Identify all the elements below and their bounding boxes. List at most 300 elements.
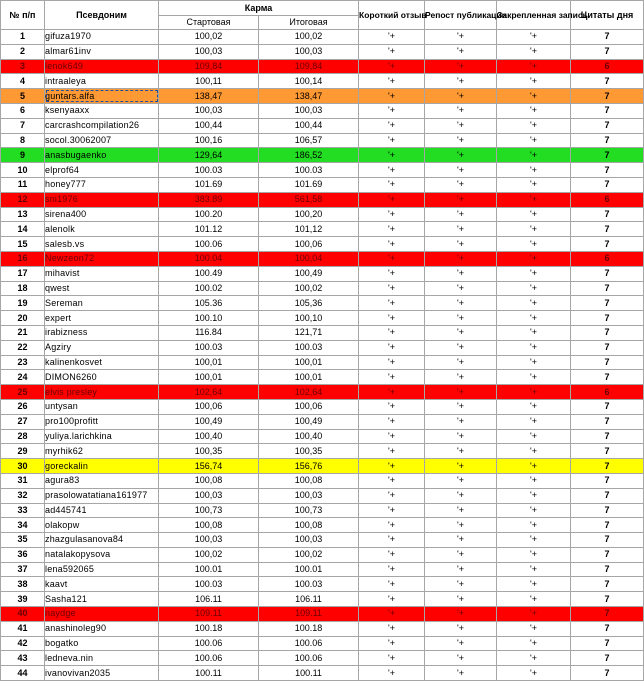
cell-karma-start[interactable]: 100.20: [159, 207, 259, 222]
cell-quotes[interactable]: 7: [571, 607, 644, 622]
header-karma-start[interactable]: Стартовая: [159, 16, 259, 30]
cell-karma-final[interactable]: 100,03: [259, 44, 359, 59]
cell-karma-start[interactable]: 100,01: [159, 370, 259, 385]
cell-karma-final[interactable]: 100,14: [259, 74, 359, 89]
cell-short-review[interactable]: '+: [359, 444, 425, 459]
cell-quotes[interactable]: 7: [571, 399, 644, 414]
cell-short-review[interactable]: '+: [359, 488, 425, 503]
cell-karma-start[interactable]: 100.06: [159, 651, 259, 666]
cell-pinned[interactable]: '+: [497, 222, 571, 237]
cell-repost[interactable]: '+: [425, 592, 497, 607]
cell-pinned[interactable]: '+: [497, 59, 571, 74]
cell-short-review[interactable]: '+: [359, 414, 425, 429]
cell-nick[interactable]: DIMON6260: [45, 370, 159, 385]
cell-repost[interactable]: '+: [425, 325, 497, 340]
header-repost[interactable]: Репост публикации: [425, 1, 497, 30]
cell-karma-final[interactable]: 100,02: [259, 547, 359, 562]
cell-repost[interactable]: '+: [425, 30, 497, 45]
cell-karma-final[interactable]: 100,08: [259, 518, 359, 533]
cell-karma-start[interactable]: 100.03: [159, 163, 259, 178]
cell-quotes[interactable]: 7: [571, 621, 644, 636]
cell-karma-start[interactable]: 383.89: [159, 192, 259, 207]
cell-num[interactable]: 30: [1, 459, 45, 474]
cell-num[interactable]: 24: [1, 370, 45, 385]
cell-short-review[interactable]: '+: [359, 533, 425, 548]
cell-karma-final[interactable]: 100,10: [259, 311, 359, 326]
cell-num[interactable]: 37: [1, 562, 45, 577]
cell-pinned[interactable]: '+: [497, 163, 571, 178]
cell-karma-final[interactable]: 109,84: [259, 59, 359, 74]
cell-quotes[interactable]: 7: [571, 222, 644, 237]
cell-karma-start[interactable]: 101.69: [159, 177, 259, 192]
cell-short-review[interactable]: '+: [359, 459, 425, 474]
cell-short-review[interactable]: '+: [359, 103, 425, 118]
cell-nick[interactable]: expert: [45, 311, 159, 326]
cell-repost[interactable]: '+: [425, 562, 497, 577]
cell-repost[interactable]: '+: [425, 177, 497, 192]
cell-karma-final[interactable]: 100.03: [259, 577, 359, 592]
cell-karma-final[interactable]: 100,06: [259, 237, 359, 252]
cell-num[interactable]: 17: [1, 266, 45, 281]
cell-karma-start[interactable]: 100.11: [159, 666, 259, 681]
cell-short-review[interactable]: '+: [359, 325, 425, 340]
cell-quotes[interactable]: 7: [571, 44, 644, 59]
cell-karma-final[interactable]: 100,02: [259, 30, 359, 45]
cell-karma-start[interactable]: 100,02: [159, 30, 259, 45]
cell-pinned[interactable]: '+: [497, 89, 571, 104]
cell-nick[interactable]: guntars.alfa: [45, 89, 159, 104]
cell-pinned[interactable]: '+: [497, 503, 571, 518]
cell-quotes[interactable]: 7: [571, 577, 644, 592]
cell-pinned[interactable]: '+: [497, 533, 571, 548]
cell-pinned[interactable]: '+: [497, 429, 571, 444]
cell-karma-start[interactable]: 102,64: [159, 385, 259, 400]
cell-quotes[interactable]: 7: [571, 592, 644, 607]
cell-num[interactable]: 27: [1, 414, 45, 429]
cell-nick[interactable]: intraaleya: [45, 74, 159, 89]
cell-quotes[interactable]: 6: [571, 251, 644, 266]
cell-num[interactable]: 31: [1, 473, 45, 488]
cell-karma-final[interactable]: 100,40: [259, 429, 359, 444]
cell-short-review[interactable]: '+: [359, 503, 425, 518]
cell-repost[interactable]: '+: [425, 355, 497, 370]
cell-quotes[interactable]: 7: [571, 281, 644, 296]
cell-nick[interactable]: irabizness: [45, 325, 159, 340]
cell-short-review[interactable]: '+: [359, 59, 425, 74]
cell-pinned[interactable]: '+: [497, 621, 571, 636]
cell-num[interactable]: 20: [1, 311, 45, 326]
cell-karma-start[interactable]: 100.04: [159, 251, 259, 266]
cell-quotes[interactable]: 7: [571, 207, 644, 222]
cell-karma-final[interactable]: 100,03: [259, 533, 359, 548]
cell-num[interactable]: 10: [1, 163, 45, 178]
cell-nick[interactable]: gifuza1970: [45, 30, 159, 45]
cell-short-review[interactable]: '+: [359, 296, 425, 311]
cell-quotes[interactable]: 7: [571, 133, 644, 148]
cell-nick[interactable]: Sereman: [45, 296, 159, 311]
cell-num[interactable]: 44: [1, 666, 45, 681]
cell-short-review[interactable]: '+: [359, 133, 425, 148]
cell-nick[interactable]: anasbugaenko: [45, 148, 159, 163]
cell-quotes[interactable]: 7: [571, 651, 644, 666]
cell-quotes[interactable]: 7: [571, 533, 644, 548]
cell-repost[interactable]: '+: [425, 533, 497, 548]
cell-karma-final[interactable]: 100.06: [259, 651, 359, 666]
cell-num[interactable]: 38: [1, 577, 45, 592]
cell-short-review[interactable]: '+: [359, 177, 425, 192]
cell-karma-start[interactable]: 100.02: [159, 281, 259, 296]
cell-pinned[interactable]: '+: [497, 311, 571, 326]
cell-pinned[interactable]: '+: [497, 488, 571, 503]
cell-karma-final[interactable]: 101.69: [259, 177, 359, 192]
cell-karma-final[interactable]: 100.01: [259, 562, 359, 577]
cell-karma-final[interactable]: 100.18: [259, 621, 359, 636]
cell-nick[interactable]: mihavist: [45, 266, 159, 281]
cell-quotes[interactable]: 7: [571, 414, 644, 429]
cell-pinned[interactable]: '+: [497, 473, 571, 488]
cell-short-review[interactable]: '+: [359, 118, 425, 133]
cell-short-review[interactable]: '+: [359, 636, 425, 651]
cell-nick[interactable]: carcrashcompilation26: [45, 118, 159, 133]
cell-num[interactable]: 36: [1, 547, 45, 562]
cell-quotes[interactable]: 7: [571, 518, 644, 533]
cell-num[interactable]: 22: [1, 340, 45, 355]
cell-repost[interactable]: '+: [425, 607, 497, 622]
cell-karma-final[interactable]: 138,47: [259, 89, 359, 104]
cell-pinned[interactable]: '+: [497, 577, 571, 592]
cell-num[interactable]: 18: [1, 281, 45, 296]
cell-repost[interactable]: '+: [425, 414, 497, 429]
cell-nick[interactable]: ksenyaaxx: [45, 103, 159, 118]
cell-pinned[interactable]: '+: [497, 148, 571, 163]
cell-repost[interactable]: '+: [425, 370, 497, 385]
cell-quotes[interactable]: 7: [571, 503, 644, 518]
cell-pinned[interactable]: '+: [497, 666, 571, 681]
cell-quotes[interactable]: 7: [571, 74, 644, 89]
cell-num[interactable]: 13: [1, 207, 45, 222]
cell-repost[interactable]: '+: [425, 651, 497, 666]
cell-nick[interactable]: goreckalin: [45, 459, 159, 474]
cell-karma-start[interactable]: 100.06: [159, 636, 259, 651]
cell-nick[interactable]: lenok649: [45, 59, 159, 74]
cell-quotes[interactable]: 7: [571, 266, 644, 281]
cell-karma-final[interactable]: 102,64: [259, 385, 359, 400]
cell-karma-start[interactable]: 100,03: [159, 488, 259, 503]
cell-short-review[interactable]: '+: [359, 281, 425, 296]
cell-quotes[interactable]: 6: [571, 192, 644, 207]
cell-karma-start[interactable]: 156,74: [159, 459, 259, 474]
cell-karma-start[interactable]: 109,84: [159, 59, 259, 74]
cell-nick[interactable]: socol.30062007: [45, 133, 159, 148]
cell-karma-start[interactable]: 138,47: [159, 89, 259, 104]
header-num[interactable]: № п/п: [1, 1, 45, 30]
cell-quotes[interactable]: 7: [571, 355, 644, 370]
cell-quotes[interactable]: 7: [571, 473, 644, 488]
cell-quotes[interactable]: 6: [571, 385, 644, 400]
cell-short-review[interactable]: '+: [359, 237, 425, 252]
cell-repost[interactable]: '+: [425, 59, 497, 74]
cell-short-review[interactable]: '+: [359, 577, 425, 592]
cell-pinned[interactable]: '+: [497, 459, 571, 474]
cell-quotes[interactable]: 7: [571, 370, 644, 385]
cell-repost[interactable]: '+: [425, 429, 497, 444]
cell-repost[interactable]: '+: [425, 89, 497, 104]
cell-karma-final[interactable]: 100,44: [259, 118, 359, 133]
cell-nick[interactable]: alenolk: [45, 222, 159, 237]
cell-repost[interactable]: '+: [425, 237, 497, 252]
cell-repost[interactable]: '+: [425, 459, 497, 474]
cell-repost[interactable]: '+: [425, 207, 497, 222]
cell-short-review[interactable]: '+: [359, 74, 425, 89]
cell-karma-start[interactable]: 100,03: [159, 44, 259, 59]
cell-quotes[interactable]: 7: [571, 89, 644, 104]
cell-num[interactable]: 3: [1, 59, 45, 74]
cell-repost[interactable]: '+: [425, 251, 497, 266]
cell-karma-final[interactable]: 100,03: [259, 103, 359, 118]
cell-karma-start[interactable]: 100.03: [159, 577, 259, 592]
cell-quotes[interactable]: 7: [571, 429, 644, 444]
cell-short-review[interactable]: '+: [359, 355, 425, 370]
cell-num[interactable]: 9: [1, 148, 45, 163]
cell-nick[interactable]: bogatko: [45, 636, 159, 651]
cell-karma-final[interactable]: 156,76: [259, 459, 359, 474]
cell-pinned[interactable]: '+: [497, 385, 571, 400]
cell-num[interactable]: 39: [1, 592, 45, 607]
cell-pinned[interactable]: '+: [497, 592, 571, 607]
cell-nick[interactable]: pro100profitt: [45, 414, 159, 429]
header-karma[interactable]: Карма: [159, 1, 359, 16]
cell-pinned[interactable]: '+: [497, 607, 571, 622]
cell-num[interactable]: 34: [1, 518, 45, 533]
cell-repost[interactable]: '+: [425, 577, 497, 592]
cell-pinned[interactable]: '+: [497, 414, 571, 429]
cell-karma-start[interactable]: 100.01: [159, 562, 259, 577]
cell-num[interactable]: 25: [1, 385, 45, 400]
cell-karma-start[interactable]: 100,08: [159, 473, 259, 488]
cell-nick[interactable]: honey777: [45, 177, 159, 192]
cell-nick[interactable]: kaavt: [45, 577, 159, 592]
cell-karma-start[interactable]: 100,03: [159, 533, 259, 548]
cell-num[interactable]: 12: [1, 192, 45, 207]
cell-pinned[interactable]: '+: [497, 281, 571, 296]
cell-num[interactable]: 33: [1, 503, 45, 518]
cell-repost[interactable]: '+: [425, 74, 497, 89]
cell-short-review[interactable]: '+: [359, 311, 425, 326]
cell-num[interactable]: 42: [1, 636, 45, 651]
cell-nick[interactable]: ivanovivan2035: [45, 666, 159, 681]
cell-nick[interactable]: sni1976: [45, 192, 159, 207]
cell-pinned[interactable]: '+: [497, 399, 571, 414]
cell-short-review[interactable]: '+: [359, 473, 425, 488]
cell-karma-final[interactable]: 100,04: [259, 251, 359, 266]
cell-quotes[interactable]: 7: [571, 30, 644, 45]
cell-karma-start[interactable]: 100,02: [159, 547, 259, 562]
cell-pinned[interactable]: '+: [497, 103, 571, 118]
cell-karma-final[interactable]: 100.06: [259, 636, 359, 651]
cell-repost[interactable]: '+: [425, 666, 497, 681]
cell-pinned[interactable]: '+: [497, 547, 571, 562]
cell-pinned[interactable]: '+: [497, 518, 571, 533]
cell-pinned[interactable]: '+: [497, 192, 571, 207]
cell-num[interactable]: 5: [1, 89, 45, 104]
cell-pinned[interactable]: '+: [497, 325, 571, 340]
cell-short-review[interactable]: '+: [359, 518, 425, 533]
cell-karma-start[interactable]: 100,16: [159, 133, 259, 148]
cell-karma-start[interactable]: 100.18: [159, 621, 259, 636]
cell-short-review[interactable]: '+: [359, 607, 425, 622]
cell-short-review[interactable]: '+: [359, 547, 425, 562]
cell-pinned[interactable]: '+: [497, 44, 571, 59]
cell-num[interactable]: 40: [1, 607, 45, 622]
cell-repost[interactable]: '+: [425, 148, 497, 163]
cell-short-review[interactable]: '+: [359, 222, 425, 237]
cell-karma-start[interactable]: 100,44: [159, 118, 259, 133]
cell-nick[interactable]: natalakopysova: [45, 547, 159, 562]
cell-karma-final[interactable]: 105,36: [259, 296, 359, 311]
cell-nick[interactable]: yuliya.larichkina: [45, 429, 159, 444]
cell-karma-final[interactable]: 561,58: [259, 192, 359, 207]
cell-quotes[interactable]: 7: [571, 459, 644, 474]
cell-num[interactable]: 16: [1, 251, 45, 266]
cell-pinned[interactable]: '+: [497, 30, 571, 45]
cell-num[interactable]: 1: [1, 30, 45, 45]
cell-num[interactable]: 32: [1, 488, 45, 503]
cell-quotes[interactable]: 7: [571, 325, 644, 340]
cell-num[interactable]: 21: [1, 325, 45, 340]
header-short-review[interactable]: Короткий отзыв: [359, 1, 425, 30]
cell-nick[interactable]: prasolowatatiana161977: [45, 488, 159, 503]
cell-karma-start[interactable]: 109.11: [159, 607, 259, 622]
cell-short-review[interactable]: '+: [359, 148, 425, 163]
cell-quotes[interactable]: 7: [571, 118, 644, 133]
cell-nick[interactable]: kalinenkosvet: [45, 355, 159, 370]
cell-karma-final[interactable]: 100,49: [259, 266, 359, 281]
cell-nick[interactable]: qwest: [45, 281, 159, 296]
cell-quotes[interactable]: 7: [571, 148, 644, 163]
cell-karma-final[interactable]: 100.03: [259, 340, 359, 355]
cell-nick[interactable]: olakopw: [45, 518, 159, 533]
cell-karma-start[interactable]: 100,35: [159, 444, 259, 459]
cell-karma-start[interactable]: 100.10: [159, 311, 259, 326]
cell-karma-final[interactable]: 100,35: [259, 444, 359, 459]
header-karma-final[interactable]: Итоговая: [259, 16, 359, 30]
cell-pinned[interactable]: '+: [497, 296, 571, 311]
cell-repost[interactable]: '+: [425, 621, 497, 636]
cell-karma-final[interactable]: 100,06: [259, 399, 359, 414]
cell-pinned[interactable]: '+: [497, 636, 571, 651]
header-nick[interactable]: Псевдоним: [45, 1, 159, 30]
cell-pinned[interactable]: '+: [497, 118, 571, 133]
cell-repost[interactable]: '+: [425, 266, 497, 281]
cell-pinned[interactable]: '+: [497, 266, 571, 281]
cell-karma-start[interactable]: 100,03: [159, 103, 259, 118]
cell-pinned[interactable]: '+: [497, 207, 571, 222]
cell-karma-final[interactable]: 186,52: [259, 148, 359, 163]
cell-quotes[interactable]: 7: [571, 547, 644, 562]
cell-karma-start[interactable]: 100,08: [159, 518, 259, 533]
cell-karma-start[interactable]: 100,11: [159, 74, 259, 89]
cell-nick[interactable]: naydge: [45, 607, 159, 622]
cell-nick[interactable]: almar61inv: [45, 44, 159, 59]
cell-num[interactable]: 8: [1, 133, 45, 148]
cell-pinned[interactable]: '+: [497, 340, 571, 355]
cell-nick[interactable]: zhazgulasanova84: [45, 533, 159, 548]
cell-num[interactable]: 26: [1, 399, 45, 414]
cell-nick[interactable]: ad445741: [45, 503, 159, 518]
cell-short-review[interactable]: '+: [359, 621, 425, 636]
cell-pinned[interactable]: '+: [497, 133, 571, 148]
cell-num[interactable]: 28: [1, 429, 45, 444]
cell-karma-start[interactable]: 100,73: [159, 503, 259, 518]
cell-pinned[interactable]: '+: [497, 370, 571, 385]
cell-karma-start[interactable]: 101.12: [159, 222, 259, 237]
cell-num[interactable]: 35: [1, 533, 45, 548]
cell-karma-final[interactable]: 100,73: [259, 503, 359, 518]
cell-karma-start[interactable]: 100,06: [159, 399, 259, 414]
cell-karma-start[interactable]: 100,01: [159, 355, 259, 370]
cell-nick[interactable]: agura83: [45, 473, 159, 488]
cell-num[interactable]: 15: [1, 237, 45, 252]
cell-repost[interactable]: '+: [425, 163, 497, 178]
cell-repost[interactable]: '+: [425, 192, 497, 207]
cell-num[interactable]: 29: [1, 444, 45, 459]
cell-karma-final[interactable]: 100,01: [259, 370, 359, 385]
cell-repost[interactable]: '+: [425, 503, 497, 518]
cell-karma-start[interactable]: 116.84: [159, 325, 259, 340]
cell-pinned[interactable]: '+: [497, 651, 571, 666]
cell-karma-start[interactable]: 100.06: [159, 237, 259, 252]
cell-quotes[interactable]: 7: [571, 237, 644, 252]
cell-repost[interactable]: '+: [425, 222, 497, 237]
cell-karma-final[interactable]: 100.11: [259, 666, 359, 681]
cell-short-review[interactable]: '+: [359, 592, 425, 607]
cell-nick[interactable]: untysan: [45, 399, 159, 414]
cell-karma-final[interactable]: 121,71: [259, 325, 359, 340]
cell-quotes[interactable]: 7: [571, 163, 644, 178]
cell-repost[interactable]: '+: [425, 103, 497, 118]
cell-repost[interactable]: '+: [425, 399, 497, 414]
cell-num[interactable]: 14: [1, 222, 45, 237]
cell-quotes[interactable]: 7: [571, 488, 644, 503]
cell-pinned[interactable]: '+: [497, 237, 571, 252]
cell-num[interactable]: 6: [1, 103, 45, 118]
cell-repost[interactable]: '+: [425, 133, 497, 148]
cell-nick[interactable]: lena592065: [45, 562, 159, 577]
cell-karma-final[interactable]: 101,12: [259, 222, 359, 237]
cell-quotes[interactable]: 7: [571, 444, 644, 459]
cell-karma-final[interactable]: 100,08: [259, 473, 359, 488]
cell-num[interactable]: 23: [1, 355, 45, 370]
cell-repost[interactable]: '+: [425, 473, 497, 488]
cell-short-review[interactable]: '+: [359, 340, 425, 355]
cell-repost[interactable]: '+: [425, 311, 497, 326]
cell-num[interactable]: 41: [1, 621, 45, 636]
cell-karma-final[interactable]: 100,01: [259, 355, 359, 370]
cell-num[interactable]: 43: [1, 651, 45, 666]
cell-short-review[interactable]: '+: [359, 207, 425, 222]
cell-karma-final[interactable]: 100.03: [259, 163, 359, 178]
cell-karma-final[interactable]: 100,20: [259, 207, 359, 222]
cell-repost[interactable]: '+: [425, 118, 497, 133]
cell-karma-start[interactable]: 129,64: [159, 148, 259, 163]
cell-quotes[interactable]: 7: [571, 636, 644, 651]
cell-short-review[interactable]: '+: [359, 370, 425, 385]
cell-short-review[interactable]: '+: [359, 192, 425, 207]
cell-karma-start[interactable]: 100,49: [159, 414, 259, 429]
cell-repost[interactable]: '+: [425, 488, 497, 503]
header-pinned[interactable]: Закрепленная запись: [497, 1, 571, 30]
cell-quotes[interactable]: 7: [571, 666, 644, 681]
